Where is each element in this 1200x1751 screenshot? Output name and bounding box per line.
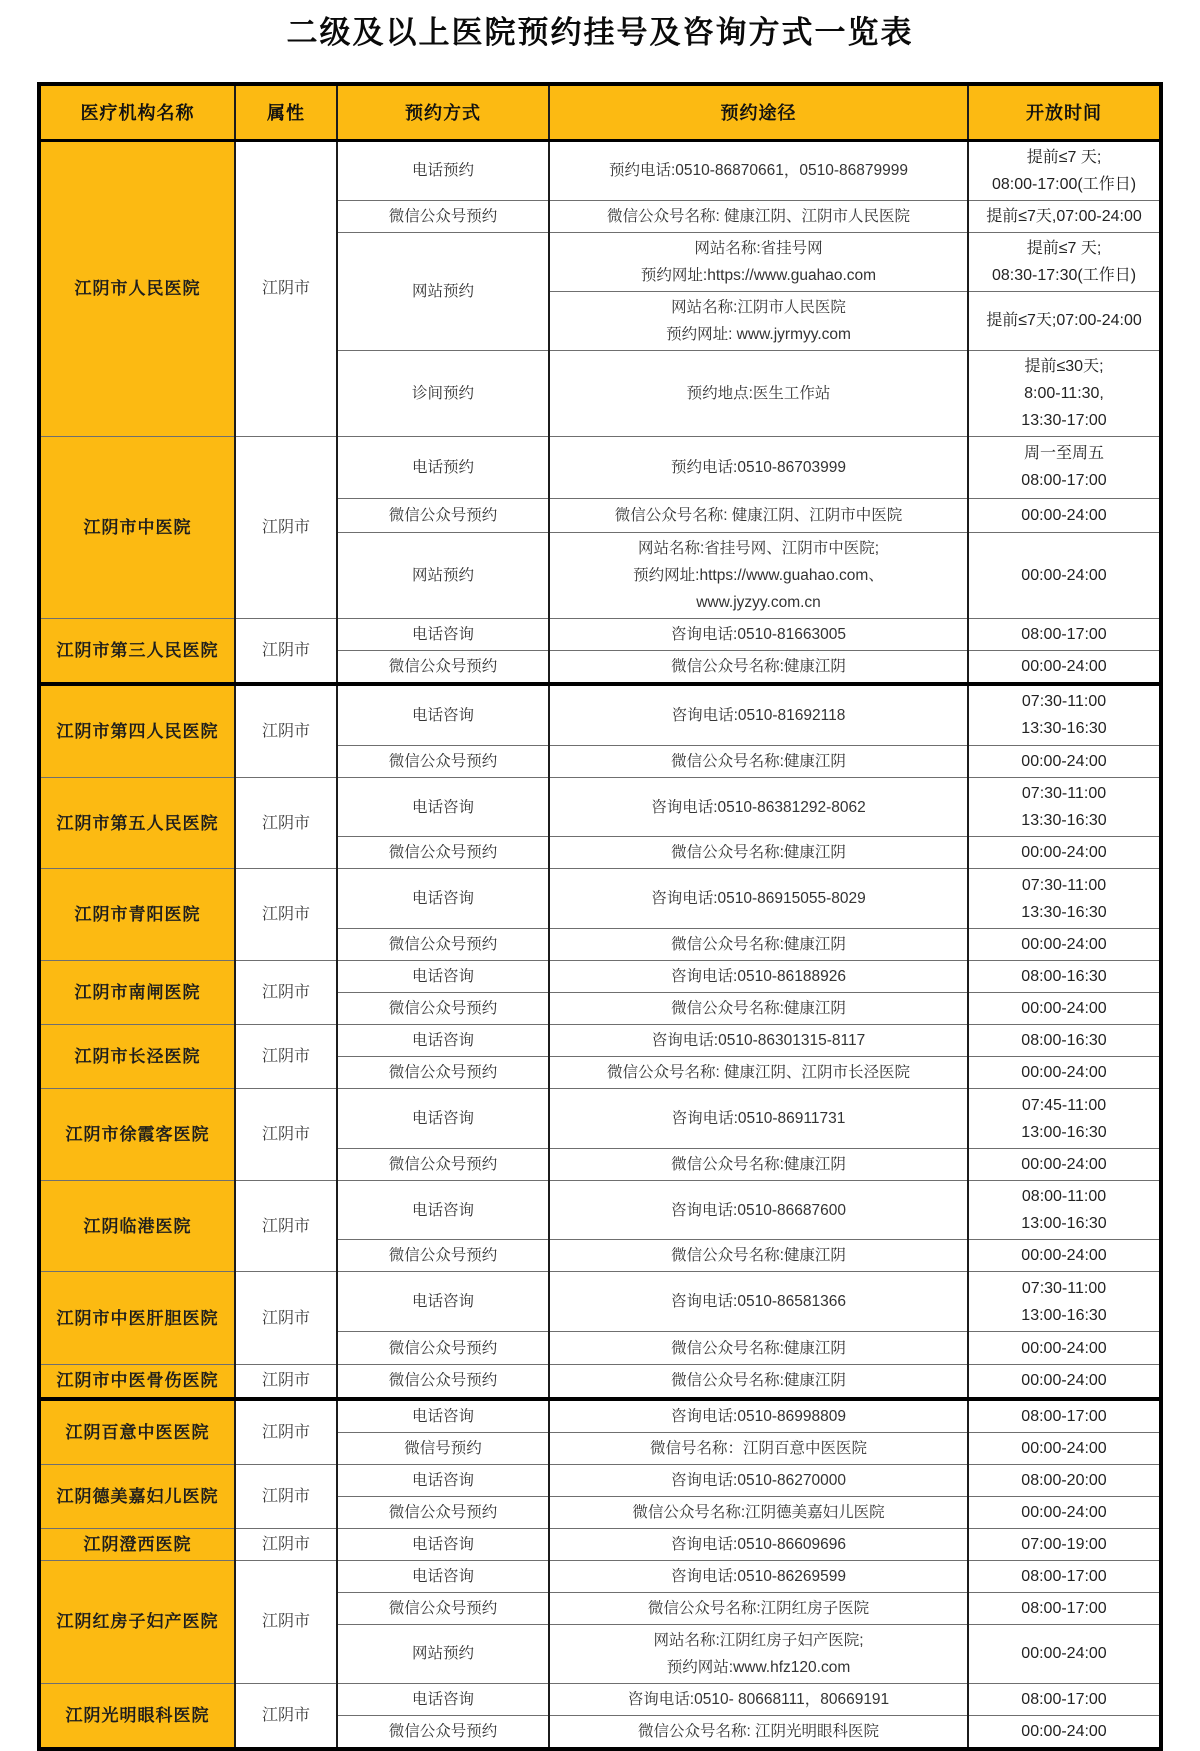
- cell-text-line: 00:00-24:00: [1021, 1339, 1107, 1357]
- cell-text-line: 咨询电话:0510-86301315-8117: [651, 1032, 866, 1049]
- cell-text-line: 08:00-11:00: [1021, 1188, 1107, 1205]
- appointment-channel-cell: [549, 1272, 968, 1332]
- appointment-method-cell: 微信公众号预约: [337, 1057, 549, 1089]
- table-row: [39, 1025, 1161, 1057]
- cell-text-line: 咨询电话:0510-86687600: [671, 1201, 846, 1219]
- appointment-method-cell: 网站预约: [337, 532, 549, 618]
- cell-text-line: 08:00-20:00: [1021, 1471, 1107, 1489]
- open-time-cell: [968, 1181, 1161, 1240]
- hospital-name-cell: 江阴澄西医院: [39, 1528, 235, 1560]
- appointment-channel-cell: [549, 1057, 968, 1089]
- hospital-attr-cell: 江阴市: [235, 684, 337, 778]
- open-time-cell: [968, 650, 1161, 684]
- hospital-name-cell: 江阴市第五人民医院: [39, 778, 235, 869]
- appointment-channel-cell: [549, 650, 968, 684]
- cell-text-line: www.jyzyy.com.cn: [696, 593, 821, 611]
- hospital-name-cell: 江阴市长泾医院: [39, 1025, 235, 1089]
- column-header-1: 属性: [235, 84, 337, 140]
- appointment-channel-cell: [549, 746, 968, 778]
- appointment-method-cell: 电话咨询: [337, 1272, 549, 1332]
- table-row: [39, 1181, 1161, 1240]
- cell-text-line: 微信公众号名称:健康江阴: [671, 1372, 846, 1390]
- hospital-attr-cell: 江阴市: [235, 1365, 337, 1399]
- table-body: [39, 140, 1161, 1749]
- column-header-4: 开放时间: [968, 84, 1161, 140]
- appointment-method-cell: 微信公众号预约: [337, 929, 549, 961]
- cell-text-line: 13:30-16:30: [1021, 720, 1107, 738]
- cell-text-line: 08:00-16:30: [1021, 1032, 1107, 1049]
- open-time-cell: [968, 1560, 1161, 1592]
- cell-text-line: 网站名称:省挂号网: [694, 239, 823, 257]
- cell-text-line: 00:00-24:00: [1021, 1372, 1107, 1390]
- cell-text-line: 微信公众号名称: 健康江阴、江阴市中医院: [614, 506, 903, 524]
- appointment-channel-cell: [549, 993, 968, 1025]
- hospital-name-cell: 江阴德美嘉妇儿医院: [39, 1464, 235, 1528]
- hospital-attr-cell: 江阴市: [235, 618, 337, 684]
- cell-text-line: 咨询电话:0510-86915055-8029: [651, 890, 866, 907]
- open-time-cell: [968, 1399, 1161, 1433]
- appointment-method-cell: 电话咨询: [337, 1560, 549, 1592]
- cell-text-line: 08:00-16:30: [1021, 968, 1107, 985]
- cell-text-line: 00:00-24:00: [1021, 844, 1107, 861]
- appointment-channel-cell: [549, 1464, 968, 1496]
- appointment-method-cell: 电话咨询: [337, 778, 549, 837]
- appointment-method-cell: 微信公众号预约: [337, 837, 549, 869]
- appointment-channel-cell: [549, 1560, 968, 1592]
- open-time-cell: [968, 961, 1161, 993]
- hospital-name-cell: 江阴市中医骨伤医院: [39, 1365, 235, 1399]
- open-time-cell: [968, 1496, 1161, 1528]
- open-time-cell: [968, 1089, 1161, 1149]
- open-time-cell: [968, 1149, 1161, 1181]
- open-time-cell: [968, 1272, 1161, 1332]
- hospital-attr-cell: 江阴市: [235, 1181, 337, 1272]
- cell-text-line: 网站名称:省挂号网、江阴市中医院;: [637, 539, 880, 557]
- appointment-method-cell: 电话咨询: [337, 1181, 549, 1240]
- appointment-method-cell: 电话咨询: [337, 1683, 549, 1715]
- cell-text-line: 微信公众号名称: 江阴光明眼科医院: [637, 1722, 880, 1740]
- appointment-channel-cell: [549, 1496, 968, 1528]
- appointment-channel-cell: [549, 1025, 968, 1057]
- cell-text-line: 13:30-16:30: [1021, 903, 1107, 921]
- hospital-attr-cell: 江阴市: [235, 1683, 337, 1749]
- appointment-channel-cell: [549, 869, 968, 929]
- cell-text-line: 00:00-24:00: [1021, 1645, 1107, 1662]
- appointment-channel-cell: [549, 140, 968, 200]
- cell-text-line: 预约电话:0510-86703999: [671, 458, 846, 476]
- appointment-channel-cell: [549, 498, 968, 532]
- table-row: [39, 1399, 1161, 1433]
- appointment-channel-cell: [549, 1332, 968, 1365]
- cell-text-line: 微信公众号名称:健康江阴: [671, 936, 846, 953]
- appointment-method-cell: 电话咨询: [337, 618, 549, 650]
- cell-text-line: 咨询电话:0510-86269599: [671, 1567, 846, 1585]
- cell-text-line: 00:00-24:00: [1021, 1439, 1107, 1457]
- cell-text-line: 微信公众号名称:健康江阴: [671, 1247, 846, 1264]
- appointment-method-cell: 电话咨询: [337, 869, 549, 929]
- cell-text-line: 提前≤7 天;: [1026, 148, 1102, 166]
- cell-text-line: 微信公众号名称: 健康江阴、江阴市长泾医院: [606, 1064, 911, 1081]
- appointment-channel-cell: [549, 1181, 968, 1240]
- cell-text-line: 咨询电话:0510-86270000: [671, 1471, 846, 1489]
- appointment-channel-cell: [549, 1432, 968, 1464]
- table-row: [39, 436, 1161, 498]
- open-time-cell: [968, 1715, 1161, 1749]
- appointment-channel-cell: [549, 961, 968, 993]
- cell-text-line: 咨询电话:0510- 80668111，80669191: [627, 1690, 890, 1708]
- cell-text-line: 00:00-24:00: [1021, 1722, 1107, 1740]
- table-header: [39, 84, 1161, 140]
- table-row: [39, 869, 1161, 929]
- cell-text-line: 13:00-16:30: [1021, 1123, 1107, 1141]
- hospital-name-cell: 江阴市青阳医院: [39, 869, 235, 961]
- table-row: [39, 1464, 1161, 1496]
- appointment-method-cell: 微信公众号预约: [337, 993, 549, 1025]
- cell-text-line: 13:30-16:30: [1021, 812, 1107, 829]
- appointment-method-cell: 微信公众号预约: [337, 200, 549, 232]
- hospital-attr-cell: 江阴市: [235, 1399, 337, 1465]
- open-time-cell: [968, 1528, 1161, 1560]
- appointment-method-cell: 微信公众号预约: [337, 746, 549, 778]
- appointment-channel-cell: [549, 200, 968, 232]
- cell-text-line: 咨询电话:0510-86998809: [671, 1407, 846, 1425]
- table-row: [39, 140, 1161, 200]
- appointment-method-cell: 电话咨询: [337, 1528, 549, 1560]
- cell-text-line: 00:00-24:00: [1021, 506, 1107, 524]
- hospital-attr-cell: 江阴市: [235, 1464, 337, 1528]
- appointment-method-cell: 微信公众号预约: [337, 1240, 549, 1272]
- table-row: [39, 1528, 1161, 1560]
- hospital-attr-cell: 江阴市: [235, 1272, 337, 1365]
- table-row: [39, 778, 1161, 837]
- appointment-method-cell: 微信公众号预约: [337, 1149, 549, 1181]
- hospital-attr-cell: 江阴市: [235, 436, 337, 618]
- appointment-channel-cell: [549, 350, 968, 436]
- cell-text-line: 预约电话:0510-86870661，0510-86879999: [608, 162, 909, 179]
- cell-text-line: 08:30-17:30(工作日): [991, 266, 1137, 284]
- open-time-cell: [968, 869, 1161, 929]
- open-time-cell: [968, 1464, 1161, 1496]
- column-header-0: 医疗机构名称: [39, 84, 235, 140]
- hospital-name-cell: 江阴光明眼科医院: [39, 1683, 235, 1749]
- cell-text-line: 咨询电话:0510-81663005: [671, 625, 846, 643]
- open-time-cell: [968, 532, 1161, 618]
- table-row: [39, 618, 1161, 650]
- appointment-method-cell: 网站预约: [337, 232, 549, 350]
- hospital-attr-cell: 江阴市: [235, 1528, 337, 1560]
- hospital-name-cell: 江阴临港医院: [39, 1181, 235, 1272]
- open-time-cell: [968, 140, 1161, 200]
- open-time-cell: [968, 200, 1161, 232]
- appointment-channel-cell: [549, 436, 968, 498]
- appointment-method-cell: 诊间预约: [337, 350, 549, 436]
- cell-text-line: 预约网址: www.jyrmyy.com: [666, 325, 851, 343]
- cell-text-line: 咨询电话:0510-86188926: [671, 968, 846, 985]
- hospital-name-cell: 江阴市第三人民医院: [39, 618, 235, 684]
- hospital-name-cell: 江阴市中医肝胆医院: [39, 1272, 235, 1365]
- appointment-channel-cell: [549, 618, 968, 650]
- table-row: [39, 1683, 1161, 1715]
- appointment-method-cell: 电话咨询: [337, 1025, 549, 1057]
- appointment-method-cell: 微信公众号预约: [337, 498, 549, 532]
- cell-text-line: 网站名称:江阴市人民医院: [671, 298, 846, 316]
- appointment-channel-cell: [549, 1089, 968, 1149]
- cell-text-line: 08:00-17:00: [1021, 472, 1107, 489]
- hospital-attr-cell: 江阴市: [235, 961, 337, 1025]
- appointment-channel-cell: [549, 1528, 968, 1560]
- appointment-method-cell: 电话咨询: [337, 1399, 549, 1433]
- cell-text-line: 网站名称:江阴红房子妇产医院;: [653, 1631, 864, 1649]
- appointment-channel-cell: [549, 1683, 968, 1715]
- appointment-channel-cell: [549, 778, 968, 837]
- open-time-cell: [968, 1683, 1161, 1715]
- open-time-cell: [968, 993, 1161, 1025]
- open-time-cell: [968, 1332, 1161, 1365]
- open-time-cell: [968, 1592, 1161, 1624]
- cell-text-line: 预约网址:https://www.guahao.com: [640, 266, 877, 284]
- appointment-channel-cell: [549, 1149, 968, 1181]
- cell-text-line: 提前≤30天;: [1024, 357, 1104, 375]
- appointment-method-cell: 微信公众号预约: [337, 650, 549, 684]
- hospital-attr-cell: 江阴市: [235, 1025, 337, 1089]
- table-row: [39, 1560, 1161, 1592]
- cell-text-line: 00:00-24:00: [1021, 1156, 1107, 1173]
- column-header-2: 预约方式: [337, 84, 549, 140]
- cell-text-line: 08:00-17:00: [1021, 1690, 1107, 1708]
- appointment-method-cell: 微信号预约: [337, 1432, 549, 1464]
- open-time-cell: [968, 618, 1161, 650]
- appointment-channel-cell: [549, 232, 968, 291]
- cell-text-line: 00:00-24:00: [1021, 1000, 1107, 1017]
- cell-text-line: 13:00-16:30: [1021, 1306, 1107, 1324]
- open-time-cell: [968, 1432, 1161, 1464]
- cell-text-line: 预约网站:www.hfz120.com: [666, 1658, 851, 1676]
- appointment-method-cell: 微信公众号预约: [337, 1332, 549, 1365]
- cell-text-line: 微信公众号名称:江阴红房子医院: [647, 1599, 870, 1617]
- cell-text-line: 咨询电话:0510-86911731: [671, 1110, 846, 1127]
- cell-text-line: 咨询电话:0510-86609696: [671, 1535, 846, 1553]
- hospital-attr-cell: 江阴市: [235, 869, 337, 961]
- cell-text-line: 微信公众号名称:健康江阴: [671, 657, 846, 675]
- column-header-3: 预约途径: [549, 84, 968, 140]
- cell-text-line: 微信公众号名称:江阴德美嘉妇儿医院: [632, 1503, 885, 1521]
- cell-text-line: 00:00-24:00: [1021, 753, 1107, 770]
- hospital-name-cell: 江阴市人民医院: [39, 140, 235, 436]
- appointment-method-cell: 微信公众号预约: [337, 1365, 549, 1399]
- appointment-method-cell: 电话预约: [337, 436, 549, 498]
- table-row: [39, 684, 1161, 746]
- cell-text-line: 08:00-17:00: [1021, 1599, 1107, 1617]
- cell-text-line: 08:00-17:00: [1021, 625, 1107, 643]
- table-row: [39, 961, 1161, 993]
- hospital-name-cell: 江阴市第四人民医院: [39, 684, 235, 778]
- appointment-channel-cell: [549, 684, 968, 746]
- page-title: 二级及以上医院预约挂号及咨询方式一览表: [286, 15, 914, 50]
- open-time-cell: [968, 837, 1161, 869]
- cell-text-line: 00:00-24:00: [1021, 1503, 1107, 1521]
- appointment-method-cell: 电话咨询: [337, 961, 549, 993]
- open-time-cell: [968, 436, 1161, 498]
- open-time-cell: [968, 929, 1161, 961]
- hospital-name-cell: 江阴市徐霞客医院: [39, 1089, 235, 1181]
- cell-text-line: 咨询电话:0510-81692118: [671, 706, 846, 724]
- cell-text-line: 微信公众号名称:健康江阴: [671, 753, 846, 770]
- cell-text-line: 00:00-24:00: [1021, 936, 1107, 953]
- cell-text-line: 微信公众号名称: 健康江阴、江阴市人民医院: [606, 207, 911, 225]
- appointment-method-cell: 微信公众号预约: [337, 1592, 549, 1624]
- hospital-attr-cell: 江阴市: [235, 778, 337, 869]
- cell-text-line: 微信公众号名称:健康江阴: [671, 1156, 846, 1173]
- cell-text-line: 周一至周五: [1023, 445, 1104, 462]
- cell-text-line: 00:00-24:00: [1021, 1064, 1107, 1081]
- appointment-channel-cell: [549, 1624, 968, 1683]
- cell-text-line: 13:30-17:00: [1021, 411, 1107, 429]
- cell-text-line: 07:30-11:00: [1021, 693, 1107, 711]
- appointment-channel-cell: [549, 1715, 968, 1749]
- cell-text-line: 微信公众号名称:健康江阴: [671, 844, 846, 861]
- hospital-attr-cell: 江阴市: [235, 1560, 337, 1683]
- cell-text-line: 微信号名称：江阴百意中医医院: [649, 1439, 867, 1457]
- open-time-cell: [968, 778, 1161, 837]
- header-row: [39, 84, 1161, 140]
- appointment-channel-cell: [549, 1240, 968, 1272]
- open-time-cell: [968, 1365, 1161, 1399]
- hospital-name-cell: 江阴市南闸医院: [39, 961, 235, 1025]
- open-time-cell: [968, 746, 1161, 778]
- appointment-method-cell: 电话咨询: [337, 1089, 549, 1149]
- table-row: [39, 1365, 1161, 1399]
- hospital-appointment-table: [37, 82, 1163, 1751]
- appointment-channel-cell: [549, 1592, 968, 1624]
- open-time-cell: [968, 232, 1161, 291]
- cell-text-line: 提前≤7天;07:00-24:00: [986, 312, 1142, 329]
- cell-text-line: 00:00-24:00: [1021, 1247, 1107, 1264]
- cell-text-line: 提前≤7 天;: [1026, 239, 1102, 257]
- hospital-name-cell: 江阴市中医院: [39, 436, 235, 618]
- table-row: [39, 1272, 1161, 1332]
- open-time-cell: [968, 1057, 1161, 1089]
- open-time-cell: [968, 684, 1161, 746]
- cell-text-line: 提前≤7天,07:00-24:00: [986, 207, 1142, 225]
- appointment-channel-cell: [549, 1399, 968, 1433]
- cell-text-line: 预约网址:https://www.guahao.com、: [633, 566, 884, 584]
- cell-text-line: 08:00-17:00: [1021, 1407, 1107, 1425]
- cell-text-line: 07:30-11:00: [1021, 876, 1107, 894]
- cell-text-line: 07:45-11:00: [1021, 1096, 1107, 1114]
- cell-text-line: 微信公众号名称:健康江阴: [671, 1339, 846, 1357]
- appointment-method-cell: 电话预约: [337, 140, 549, 200]
- appointment-method-cell: 电话咨询: [337, 1464, 549, 1496]
- cell-text-line: 07:30-11:00: [1021, 785, 1107, 802]
- appointment-method-cell: 微信公众号预约: [337, 1715, 549, 1749]
- open-time-cell: [968, 1025, 1161, 1057]
- cell-text-line: 00:00-24:00: [1021, 657, 1107, 675]
- hospital-attr-cell: 江阴市: [235, 1089, 337, 1181]
- cell-text-line: 08:00-17:00: [1021, 1567, 1107, 1585]
- cell-text-line: 咨询电话:0510-86581366: [671, 1293, 846, 1310]
- open-time-cell: [968, 350, 1161, 436]
- hospital-name-cell: 江阴百意中医医院: [39, 1399, 235, 1465]
- open-time-cell: [968, 498, 1161, 532]
- cell-text-line: 预约地点:医生工作站: [686, 384, 831, 402]
- cell-text-line: 07:00-19:00: [1021, 1535, 1107, 1553]
- appointment-channel-cell: [549, 291, 968, 350]
- appointment-method-cell: 微信公众号预约: [337, 1496, 549, 1528]
- open-time-cell: [968, 1624, 1161, 1683]
- cell-text-line: 8:00-11:30,: [1024, 384, 1104, 402]
- open-time-cell: [968, 1240, 1161, 1272]
- cell-text-line: 微信公众号名称:健康江阴: [671, 1000, 846, 1017]
- appointment-channel-cell: [549, 837, 968, 869]
- hospital-name-cell: 江阴红房子妇产医院: [39, 1560, 235, 1683]
- appointment-channel-cell: [549, 1365, 968, 1399]
- cell-text-line: 07:30-11:00: [1021, 1279, 1107, 1297]
- table-row: [39, 1089, 1161, 1149]
- appointment-channel-cell: [549, 929, 968, 961]
- cell-text-line: 08:00-17:00(工作日): [991, 175, 1137, 193]
- cell-text-line: 00:00-24:00: [1021, 566, 1107, 584]
- hospital-attr-cell: 江阴市: [235, 140, 337, 436]
- cell-text-line: 咨询电话:0510-86381292-8062: [651, 798, 866, 816]
- open-time-cell: [968, 291, 1161, 350]
- appointment-channel-cell: [549, 532, 968, 618]
- appointment-method-cell: 网站预约: [337, 1624, 549, 1683]
- appointment-method-cell: 电话咨询: [337, 684, 549, 746]
- cell-text-line: 13:00-16:30: [1021, 1215, 1107, 1232]
